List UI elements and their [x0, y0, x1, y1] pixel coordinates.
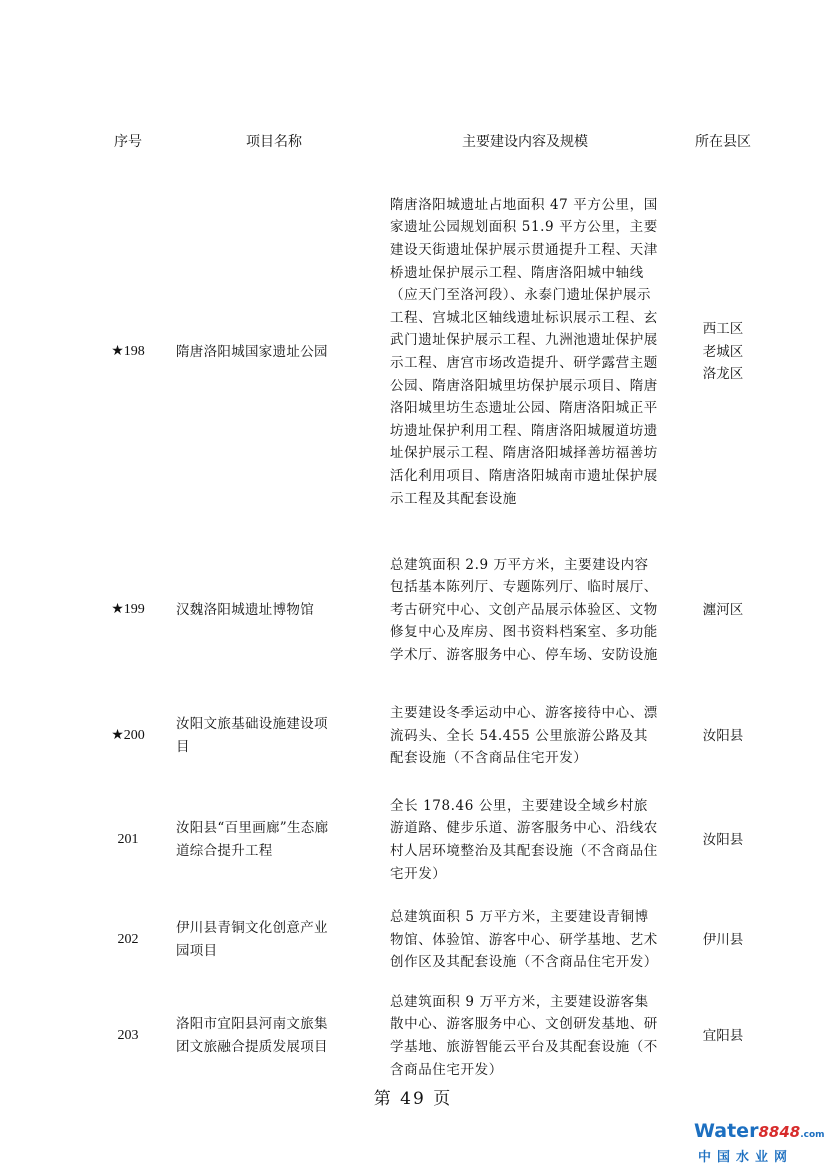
row-seq: 201 [117, 831, 139, 847]
watermark-number: 8848 [758, 1123, 801, 1141]
header-content: 主要建设内容及规模 [462, 134, 588, 150]
district-line: 汝阳县 [702, 727, 744, 744]
row-name-line: 隋唐洛阳城国家遗址公园 [176, 343, 328, 360]
row-name-line: 汉魏洛阳城遗址博物馆 [176, 601, 314, 618]
row-content: 总建筑面积 2.9 万平方米，主要建设内容包括基本陈列厅、专题陈列厅、临时展厅、考古研究中心、文创产品展示体验区、文物修复中心及库房、图书资料档案室、多功能学术厅、游客服务中心、停车场、安防设施 [390, 556, 658, 663]
district-line: 洛龙区 [702, 366, 744, 383]
row-district [668, 725, 778, 748]
row-content: 隋唐洛阳城遗址占地面积 47 平方公里，国家遗址公园规划面积 51.9 平方公里，主要建设天街遗址保护展示贯通提升工程、天津桥遗址保护展示工程、隋唐洛阳城中轴线（应天门至洛河段）、永泰门遗址保护展示工程、宫城北区轴线遗址标识展示工程、玄武门遗址保护展示工程、九洲池遗址保护展示工程、唐宫市场改造提升、研学露营主题公园、隋唐洛阳城里坊保护展示项目、隋唐洛阳城里坊生态遗址公园、隋唐洛阳城正平坊遗址保护利用工程、隋唐洛阳城履道坊遗址保护展示工程、隋唐洛阳城择善坊福善坊活化利用项目、隋唐洛阳城南市遗址保护展示工程及其配套设施 [390, 196, 658, 507]
row-seq: ★198 [111, 343, 145, 359]
row-name-line: 洛阳市宜阳县河南文旅集 [176, 1016, 328, 1033]
row-name [168, 599, 380, 622]
row-district [668, 829, 778, 852]
row-name-line: 道综合提升工程 [176, 843, 273, 859]
row-content: 总建筑面积 5 万平方米，主要建设青铜博物馆、体验馆、游客中心、研学基地、艺术创作区及其配套设施（不含商品住宅开发） [390, 909, 658, 971]
row-name [168, 817, 380, 862]
district-line: 伊川县 [702, 931, 744, 948]
row-seq: 202 [117, 931, 139, 947]
row-content: 全长 178.46 公里，主要建设全域乡村旅游道路、健步乐道、游客服务中心、沿线农村人居环境整治及其配套设施（不含商品住宅开发） [390, 797, 658, 882]
row-name-line: 园项目 [176, 943, 218, 959]
table-row [88, 794, 788, 886]
row-name-line: 伊川县青铜文化创意产业 [176, 920, 328, 937]
row-content: 总建筑面积 9 万平方米，主要建设游客集散中心、游客服务中心、文创研发基地、研学基地、旅游智能云平台及其配套设施（不含商品住宅开发） [390, 993, 658, 1078]
row-district [668, 599, 778, 622]
watermark-domain: .com [800, 1130, 825, 1140]
row-seq: ★200 [111, 727, 145, 743]
row-name [168, 917, 380, 962]
row-district [668, 1025, 778, 1048]
row-seq: ★199 [111, 601, 145, 617]
row-district [668, 929, 778, 952]
table-row [88, 170, 788, 534]
district-line: 西工区 [702, 321, 744, 338]
table-row [88, 690, 788, 782]
watermark-logo [694, 1120, 825, 1165]
table-row [88, 542, 788, 678]
row-name-line: 汝阳县“百里画廊”生态廊 [176, 820, 329, 837]
district-line: 瀍河区 [702, 601, 744, 618]
row-name [168, 713, 380, 758]
row-content: 主要建设冬季运动中心、游客接待中心、漂流码头、全长 54.455 公里旅游公路及其配套设施（不含商品住宅开发） [390, 705, 658, 767]
row-seq: 203 [117, 1027, 139, 1043]
project-table [88, 124, 788, 1082]
district-line: 老城区 [702, 343, 744, 360]
row-name [168, 1013, 380, 1058]
watermark-brand: Water [694, 1120, 759, 1142]
district-line: 汝阳县 [702, 831, 744, 848]
row-district [668, 318, 778, 386]
table-header [88, 124, 788, 158]
row-name-line: 目 [176, 739, 190, 755]
row-name [168, 341, 380, 364]
row-name-line: 团文旅融合提质发展项目 [176, 1039, 328, 1055]
district-line: 宜阳县 [702, 1027, 744, 1044]
header-district: 所在县区 [695, 134, 751, 150]
header-seq: 序号 [114, 134, 142, 150]
table-row [88, 990, 788, 1082]
page-number: 第 49 页 [373, 1089, 453, 1109]
header-name: 项目名称 [246, 134, 302, 150]
watermark-subtitle: 中国水业网 [698, 1150, 794, 1165]
row-name-line: 汝阳文旅基础设施建设项 [176, 716, 328, 733]
table-row [88, 894, 788, 986]
